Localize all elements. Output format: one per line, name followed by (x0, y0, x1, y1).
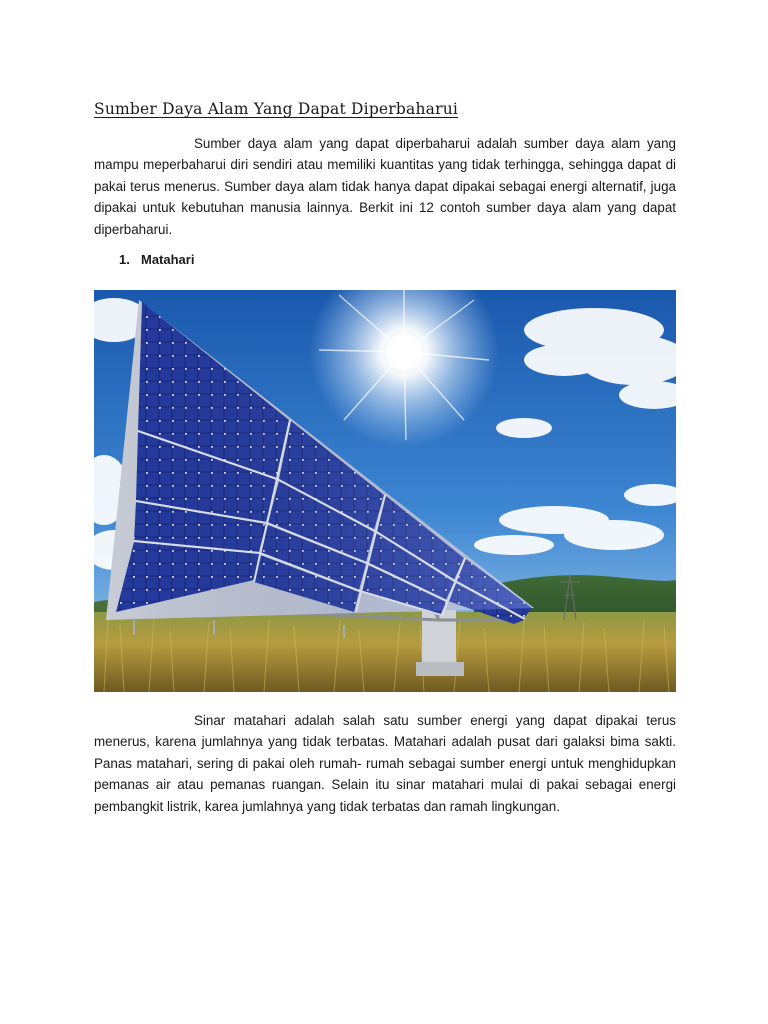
intro-paragraph: Sumber daya alam yang dapat diperbaharui adalah sumber daya alam yang mampu meperbaharui diri sendiri atau memiliki kuantitas yang tidak terhingga, sehingga dapat di pakai terus menerus. Sumber daya alam tidak hanya dapat dipakai sebagai energi alternatif, juga dipakai untuk kebutuhan manusia lainnya. Berkit ini 12 contoh sumber daya alam yang dapat diperbaharui. (94, 136, 676, 237)
list-item-label: Matahari (141, 252, 195, 267)
list-item-heading (119, 252, 194, 267)
matahari-description: Sinar matahari adalah salah satu sumber energi yang dapat dipakai terus menerus, karena jumlahnya yang tidak terbatas. Matahari adalah pusat dari galaksi bima sakti. Panas matahari, sering di pakai oleh rumah- rumah sebagai sumber energi untuk menghidupkan pemanas air atau pemanas ruangan. Selain itu sinar matahari mulai di pakai sebagai energi pembangkit listrik, karea jumlahnya yang tidak terbatas dan ramah lingkungan. (94, 713, 676, 814)
list-item-number: 1. (119, 252, 130, 267)
document-title: Sumber Daya Alam Yang Dapat Diperbaharui (94, 100, 459, 118)
solar-panel-photo (94, 290, 676, 692)
